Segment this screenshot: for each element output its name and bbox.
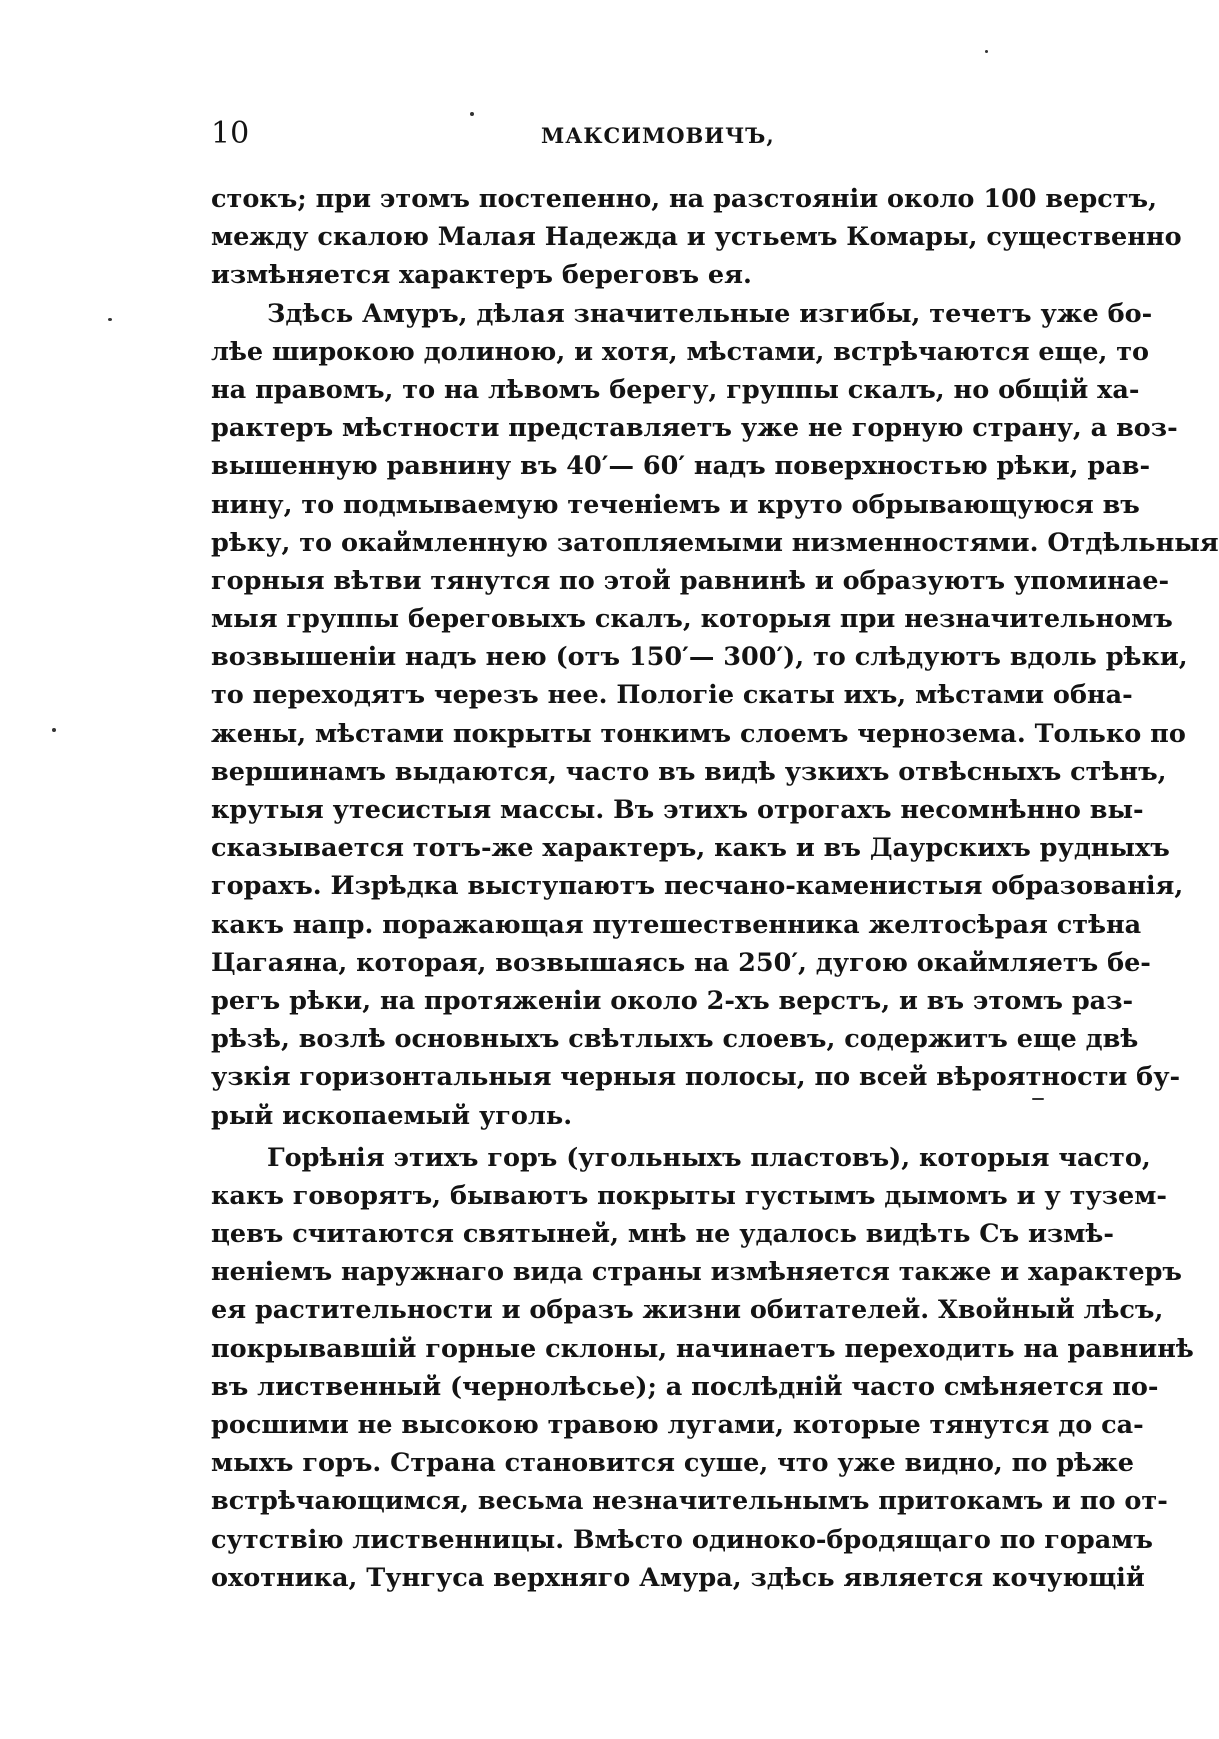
paragraph [211,295,1219,1135]
text-line: цевъ считаются святыней, мнѣ не удалось видѣть Съ измѣ- [211,1219,1114,1250]
text-line: на правомъ, то на лѣвомъ берегу, группы скалъ, но общій ха- [211,374,1140,405]
text-line: росшими не высокою травою лугами, которые тянутся до са- [211,1410,1144,1440]
paragraph [211,180,1182,295]
running-head: МАКСИМОВИЧЪ, [541,123,775,148]
text-line: вершинамъ выдаются, часто въ видѣ узкихъ отвѣсныхъ стѣнъ, [211,756,1167,787]
text-line: мыхъ горъ. Страна становится суше, что уже видно, по рѣже [211,1448,1134,1479]
text-line: то переходятъ черезъ нее. Пологіе скаты ихъ, мѣстами обна- [211,680,1133,711]
text-line: покрывавшій горные склоны, начинаетъ переходить на равнинѣ [211,1333,1194,1364]
text-line: Здѣсь Амуръ, дѣлая значительные изгибы, течетъ уже бо- [267,298,1153,329]
text-line: встрѣчающимся, весьма незначительнымъ притокамъ и по от- [211,1486,1168,1517]
text-line: сутствію лиственницы. Вмѣсто одиноко-бродящаго по горамъ [211,1524,1153,1555]
text-line: неніемъ наружнаго вида страны измѣняется также и характеръ [211,1257,1182,1288]
text-line: лѣе широкою долиною, и хотя, мѣстами, встрѣчаются еще, то [211,336,1150,367]
text-line: регъ рѣки, на протяженіи около 2-хъ верстъ, и въ этомъ раз- [211,985,1134,1016]
scan-speck [108,318,112,321]
text-line: крутыя утесистыя массы. Въ этихъ отрогахъ несомнѣнно вы- [211,795,1144,825]
text-line: рѣку, то окаймленную затопляемыми низменностями. Отдѣльныя [211,527,1219,558]
text-line: между скалою Малая Надежда и устьемъ Комары, существенно [211,222,1182,253]
text-line: охотника, Тунгуса верхняго Амура, здѣсь является кочующій [211,1562,1145,1593]
text-line: рый ископаемый уголь. [211,1100,573,1131]
text-line: мыя группы береговыхъ скалъ, которыя при незначительномъ [211,604,1173,635]
text-line: рѣзѣ, возлѣ основныхъ свѣтлыхъ слоевъ, содержитъ еще двѣ [211,1024,1139,1055]
text-line: вышенную равнину въ 40′— 60′ надъ поверхностью рѣки, рав- [211,451,1151,482]
scan-speck [52,728,56,732]
text-line: сказывается тотъ-же характеръ, какъ и въ Даурскихъ рудныхъ [211,833,1170,864]
body-text [211,180,1219,1597]
scan-speck [1032,1098,1044,1100]
text-line: горныя вѣтви тянутся по этой равнинѣ и образуютъ упоминае- [211,565,1170,596]
text-line: жены, мѣстами покрыты тонкимъ слоемъ чернозема. Только по [211,718,1186,749]
scan-speck [470,112,474,116]
text-line: измѣняется характеръ береговъ ея. [211,260,752,291]
scan-speck [985,50,988,53]
text-line: горахъ. Изрѣдка выступаютъ песчано-каменистыя образованія, [211,871,1184,902]
text-line: рактеръ мѣстности представляетъ уже не горную страну, а воз- [211,413,1178,444]
text-line: ея растительности и образъ жизни обитателей. Хвойный лѣсъ, [211,1295,1164,1326]
text-line: какъ говорятъ, бываютъ покрыты густымъ дымомъ и у тузем- [211,1180,1167,1211]
text-line: въ лиственный (чернолѣсье); а послѣдній часто смѣняется по- [211,1371,1159,1402]
page-header [211,118,1041,158]
text-line: какъ напр. поражающая путешественника желтосѣрая стѣна [211,909,1142,940]
text-line: возвышеніи надъ нею (отъ 150′— 300′), то слѣдуютъ вдоль рѣки, [211,642,1188,673]
page-number: 10 [211,116,250,151]
text-line: стокъ; при этомъ постепенно, на разстояніи около 100 верстъ, [211,184,1157,214]
text-line: нину, то подмываемую теченіемъ и круто обрывающуюся въ [211,489,1140,520]
text-line: узкія горизонтальныя черныя полосы, по всей вѣроятности бу- [211,1062,1181,1093]
text-line: Цагаяна, которая, возвышаясь на 250′, дугою окаймляетъ бе- [211,947,1151,978]
paragraph [211,1139,1194,1597]
text-line: Горѣнія этихъ горъ (угольныхъ пластовъ), которыя часто, [267,1142,1151,1173]
